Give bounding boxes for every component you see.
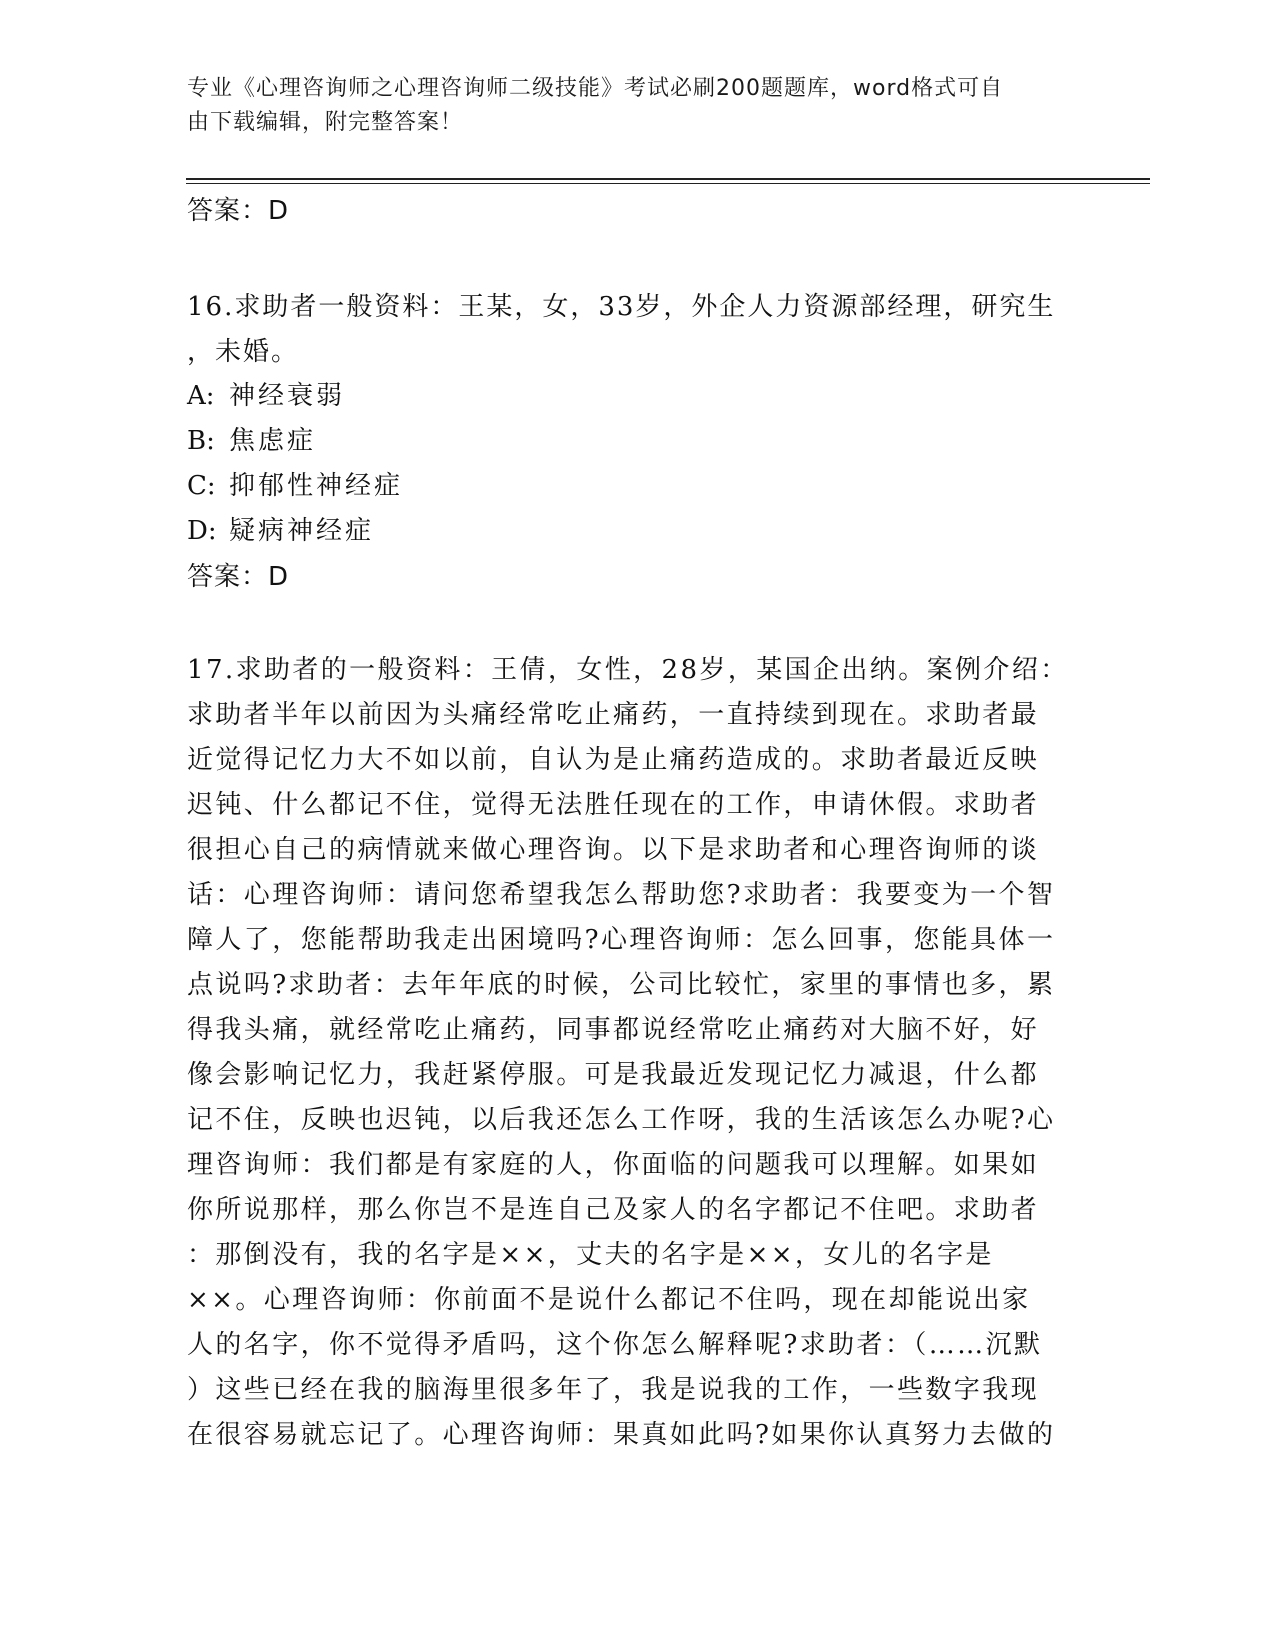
question-17-line: 人的名字，你不觉得矛盾吗，这个你怎么解释呢?求助者：（……沉默 — [187, 1330, 1043, 1360]
question-17-line: 点说吗?求助者：去年年底的时候，公司比较忙，家里的事情也多，累 — [187, 970, 1056, 1000]
header-line-2: 由下载编辑，附完整答案！ — [187, 110, 464, 135]
question-17-line: 求助者半年以前因为头痛经常吃止痛药，一直持续到现在。求助者最 — [187, 700, 1040, 730]
question-16 — [187, 285, 1087, 375]
question-17-line: 你所说那样，那么你岂不是连自己及家人的名字都记不住吧。求助者 — [187, 1195, 1040, 1225]
question-17-line: 近觉得记忆力大不如以前，自认为是止痛药造成的。求助者最近反映 — [187, 745, 1040, 775]
question-17-line: ）这些已经在我的脑海里很多年了，我是说我的工作，一些数字我现 — [187, 1375, 1040, 1405]
question-16-line-2: ，未婚。 — [187, 337, 300, 367]
header-line-1: 专业《心理咨询师之心理咨询师二级技能》考试必刷200题题库，word格式可自 — [187, 76, 1004, 101]
option-d-letter: D: — [187, 516, 217, 546]
option-a — [187, 374, 403, 419]
option-b-letter: B: — [187, 426, 215, 456]
option-a-text: 神经衰弱 — [229, 381, 346, 411]
question-17-line: 得我头痛，就经常吃止痛药，同事都说经常吃止痛药对大脑不好，好 — [187, 1015, 1040, 1045]
question-17-line: 记不住，反映也迟钝，以后我还怎么工作呀，我的生活该怎么办呢?心 — [187, 1105, 1056, 1135]
option-b-text: 焦虑症 — [229, 426, 317, 456]
question-17-line: ××。心理咨询师：你前面不是说什么都记不住吗，现在却能说出家 — [187, 1285, 1031, 1315]
question-17-line: ：那倒没有，我的名字是××，丈夫的名字是××，女儿的名字是 — [187, 1240, 994, 1270]
option-d — [187, 509, 403, 554]
question-17-line: 17.求助者的一般资料：王倩，女性，28岁，某国企出纳。案例介绍： — [187, 655, 1069, 685]
answer-q16: 答案：D — [187, 562, 290, 592]
question-17-line: 理咨询师：我们都是有家庭的人，你面临的问题我可以理解。如果如 — [187, 1150, 1040, 1180]
question-16-options — [187, 374, 403, 554]
page-header — [187, 72, 1067, 140]
header-divider-thick — [186, 178, 1150, 180]
question-17-line: 话：心理咨询师：请问您希望我怎么帮助您?求助者：我要变为一个智 — [187, 880, 1056, 910]
option-a-letter: A: — [187, 381, 215, 411]
question-17-line: 在很容易就忘记了。心理咨询师：果真如此吗?如果你认真努力去做的 — [187, 1420, 1056, 1450]
option-b — [187, 419, 403, 464]
option-c-text: 抑郁性神经症 — [229, 471, 404, 501]
question-17 — [187, 648, 1067, 1458]
question-17-line: 很担心自己的病情就来做心理咨询。以下是求助者和心理咨询师的谈 — [187, 835, 1040, 865]
header-divider-thin — [186, 183, 1150, 184]
question-17-line: 迟钝、什么都记不住，觉得无法胜任现在的工作，申请休假。求助者 — [187, 790, 1040, 820]
question-16-line-1: 16.求助者一般资料：王某，女，33岁，外企人力资源部经理，研究生 — [187, 292, 1056, 322]
question-17-line: 像会影响记忆力，我赶紧停服。可是我最近发现记忆力减退，什么都 — [187, 1060, 1040, 1090]
answer-q15: 答案：D — [187, 196, 290, 226]
option-d-text: 疑病神经症 — [229, 516, 375, 546]
option-c — [187, 464, 403, 509]
question-17-line: 障人了，您能帮助我走出困境吗?心理咨询师：怎么回事，您能具体一 — [187, 925, 1056, 955]
option-c-letter: C: — [187, 471, 216, 501]
